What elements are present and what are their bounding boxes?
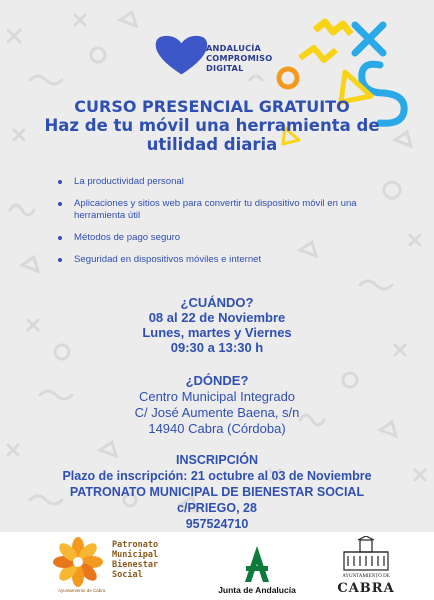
patronato-line: Bienestar: [112, 560, 159, 570]
registration-heading: INSCRIPCIÓN: [176, 453, 258, 467]
where-street: C/ José Aumente Baena, s/n: [134, 405, 300, 420]
when-dates: 08 al 22 de Noviembre: [148, 310, 286, 325]
where-section: [0, 373, 434, 437]
topics-list: [58, 176, 398, 276]
logo-line-3: DIGITAL: [206, 63, 244, 73]
ayuntamiento-label: AYUNTAMIENTO DE: [342, 574, 390, 579]
logo-text: [206, 43, 272, 73]
where-heading: ¿DÓNDE?: [185, 373, 249, 388]
patronato-name: [112, 540, 158, 580]
patronato-line: Social: [112, 570, 143, 580]
title-main: CURSO PRESENCIAL GRATUITO: [74, 97, 350, 116]
patronato-line: Municipal: [112, 550, 159, 560]
topic-item: Seguridad en dispositivos móviles e internet: [58, 254, 398, 266]
where-city: 14940 Cabra (Córdoba): [148, 421, 286, 436]
patronato-line: Patronato: [112, 540, 159, 550]
topic-item: La productividad personal: [58, 176, 398, 188]
cabra-label: CABRA: [337, 581, 395, 596]
course-title: [20, 97, 404, 154]
registration-phone: 957524710: [185, 517, 249, 531]
where-place: Centro Municipal Integrado: [138, 389, 296, 404]
registration-org: PATRONATO MUNICIPAL DE BIENESTAR SOCIAL: [69, 485, 365, 499]
when-days: Lunes, martes y Viernes: [142, 325, 292, 340]
junta-label: Junta de Andalucía: [218, 585, 296, 595]
logo-line-1: ANDALUCÍA: [206, 43, 262, 53]
when-section: [0, 295, 434, 355]
when-time: 09:30 a 13:30 h: [170, 340, 264, 355]
logo-line-2: COMPROMISO: [206, 53, 273, 63]
title-sub-line-1: Haz de tu móvil una herramienta de: [44, 116, 380, 135]
registration-section: [0, 452, 434, 532]
topic-item: Métodos de pago seguro: [58, 232, 398, 244]
topic-item: Aplicaciones y sitios web para convertir tu dispositivo móvil en una herramienta útil: [58, 198, 398, 222]
cabra-town-hall-logo: [340, 536, 392, 572]
registration-period: Plazo de inscripción: 21 octubre al 03 de Noviembre: [62, 469, 372, 483]
patronato-subtitle: Ayuntamiento de Cabra: [58, 588, 106, 593]
title-sub-line-2: utilidad diaria: [146, 135, 278, 154]
junta-andalucia-logo: [240, 544, 274, 582]
registration-address: c/PRIEGO, 28: [177, 501, 257, 515]
when-heading: ¿CUÁNDO?: [180, 295, 254, 310]
